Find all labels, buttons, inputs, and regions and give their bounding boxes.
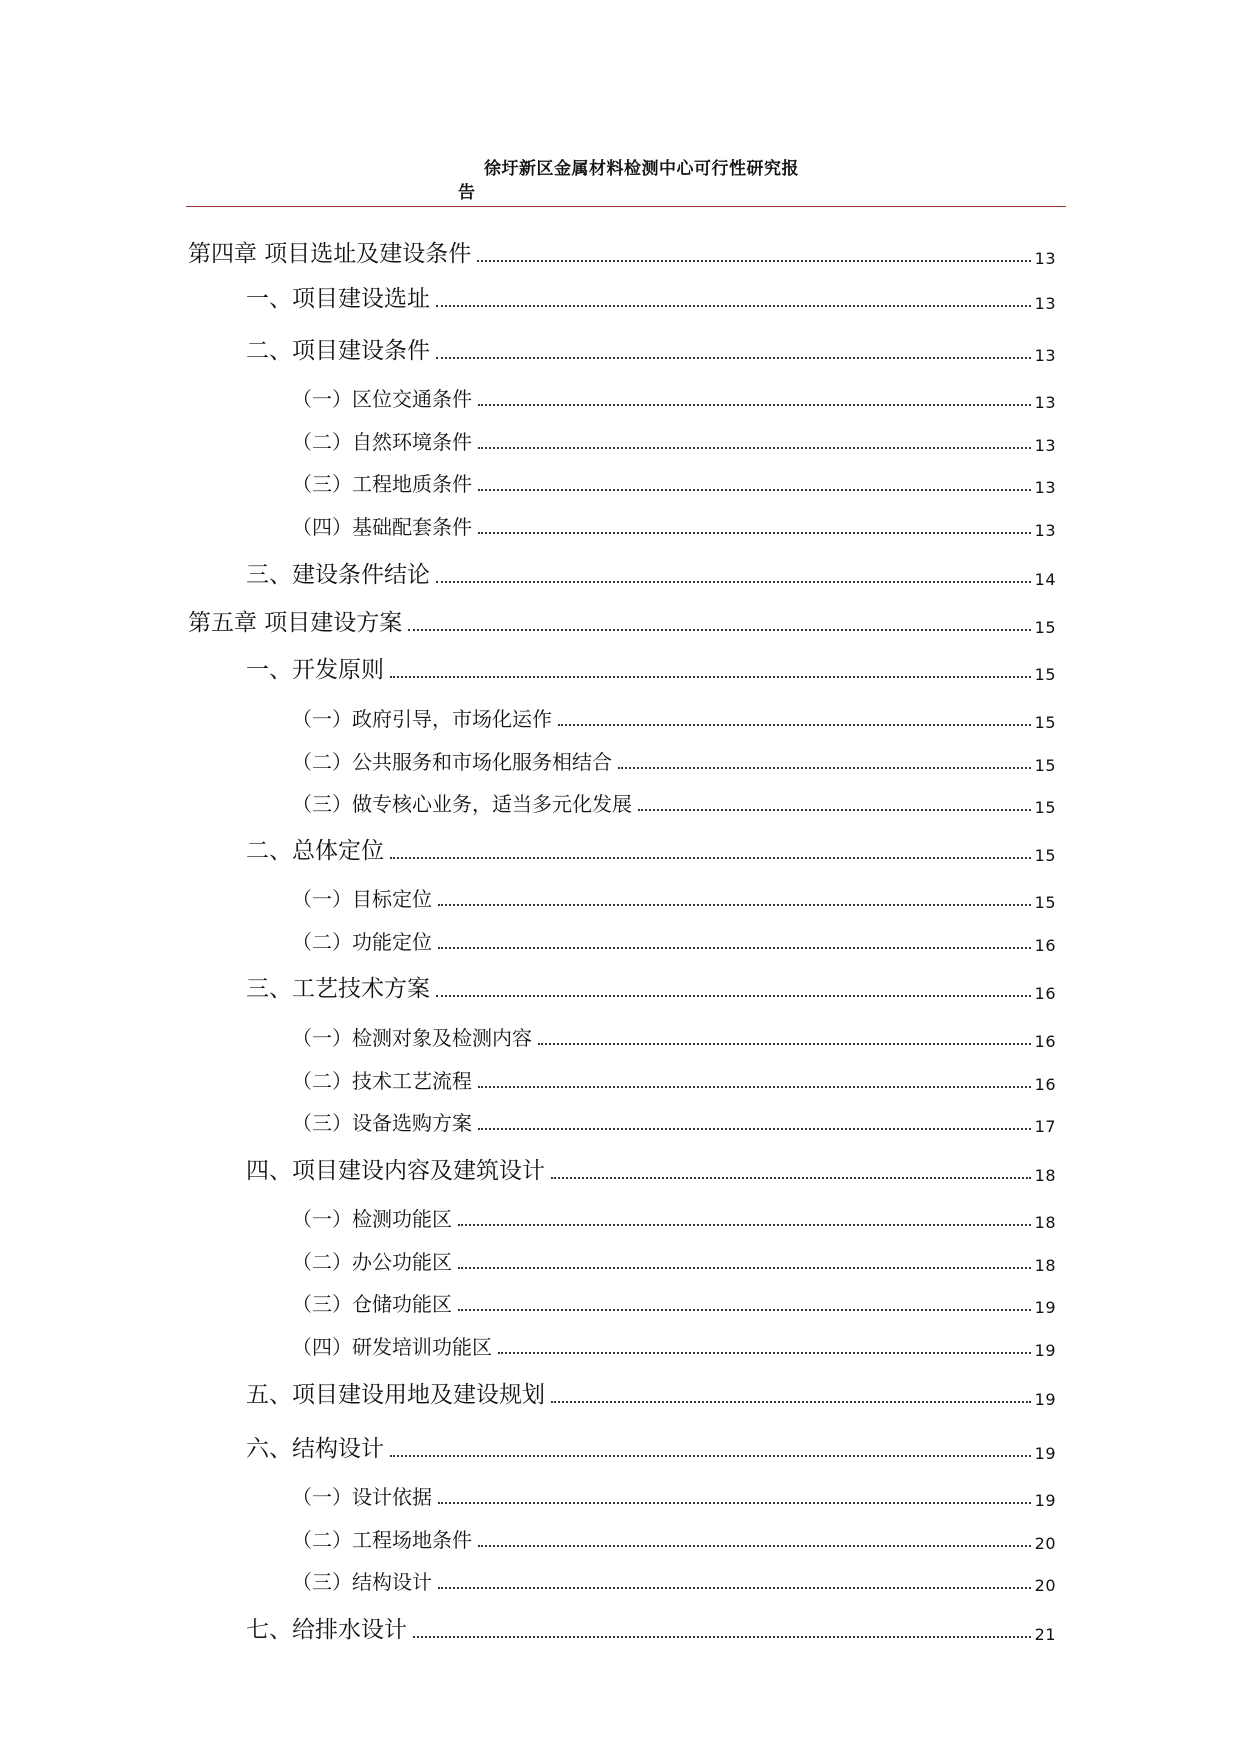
toc-dot-leader <box>436 995 1031 997</box>
toc-dot-leader <box>438 947 1031 949</box>
toc-entry-label: 七、给排水设计 <box>246 1617 407 1643</box>
toc-entry-label: （一）政府引导，市场化运作 <box>292 707 552 731</box>
toc-page-number: 20 <box>1034 1576 1056 1595</box>
toc-dot-leader <box>408 629 1030 631</box>
toc-dot-leader <box>478 404 1031 406</box>
toc-dot-leader <box>436 581 1031 583</box>
toc-dot-leader <box>551 1177 1031 1179</box>
toc-entry-label: （三）仓储功能区 <box>292 1292 452 1316</box>
toc-page-number: 13 <box>1034 346 1056 365</box>
toc-entry-label: 三、建设条件结论 <box>246 562 430 588</box>
toc-dot-leader <box>558 724 1031 726</box>
toc-dot-leader <box>458 1267 1031 1269</box>
toc-entry[interactable] <box>246 335 1056 365</box>
toc-dot-leader <box>438 904 1031 906</box>
toc-entry[interactable] <box>292 1334 1056 1360</box>
toc-entry-label: （三）设备选购方案 <box>292 1111 472 1135</box>
toc-entry[interactable] <box>292 929 1056 955</box>
toc-dot-leader <box>478 1128 1031 1130</box>
toc-page-number: 13 <box>1034 249 1056 268</box>
toc-page-number: 19 <box>1034 1390 1056 1409</box>
toc-page-number: 16 <box>1034 1075 1056 1094</box>
toc-page-number: 16 <box>1034 1032 1056 1051</box>
toc-dot-leader <box>618 767 1031 769</box>
toc-entry-label: 二、总体定位 <box>246 838 384 864</box>
toc-entry-label: 四、项目建设内容及建筑设计 <box>246 1158 545 1184</box>
toc-dot-leader <box>498 1352 1031 1354</box>
toc-entry[interactable] <box>246 1379 1056 1409</box>
toc-entry-label: （二）技术工艺流程 <box>292 1069 472 1093</box>
toc-entry[interactable] <box>292 1291 1056 1317</box>
toc-entry[interactable] <box>292 1249 1056 1275</box>
toc-page-number: 15 <box>1034 618 1056 637</box>
toc-page-number: 15 <box>1034 893 1056 912</box>
toc-dot-leader <box>438 1587 1031 1589</box>
toc-entry-label: （三）结构设计 <box>292 1570 432 1594</box>
toc-entry[interactable] <box>292 749 1056 775</box>
toc-page-number: 20 <box>1034 1534 1056 1553</box>
toc-dot-leader <box>478 489 1031 491</box>
toc-page-number: 13 <box>1034 393 1056 412</box>
toc-dot-leader <box>478 532 1031 534</box>
toc-dot-leader <box>478 1086 1031 1088</box>
toc-entry[interactable] <box>246 1614 1056 1644</box>
toc-dot-leader <box>436 305 1031 307</box>
toc-page-number: 13 <box>1034 294 1056 313</box>
toc-entry[interactable] <box>246 283 1056 313</box>
toc-dot-leader <box>390 676 1031 678</box>
toc-dot-leader <box>551 1401 1031 1403</box>
toc-page-number: 19 <box>1034 1298 1056 1317</box>
toc-entry-label: 二、项目建设条件 <box>246 338 430 364</box>
toc-entry[interactable] <box>292 514 1056 540</box>
toc-entry[interactable] <box>246 1433 1056 1463</box>
toc-entry[interactable] <box>246 835 1056 865</box>
toc-dot-leader <box>436 357 1031 359</box>
toc-dot-leader <box>390 857 1031 859</box>
toc-entry[interactable] <box>246 1155 1056 1185</box>
toc-entry[interactable] <box>246 973 1056 1003</box>
toc-entry[interactable] <box>292 1569 1056 1595</box>
toc-entry[interactable] <box>292 386 1056 412</box>
toc-entry-label: （二）工程场地条件 <box>292 1528 472 1552</box>
toc-page-number: 18 <box>1034 1256 1056 1275</box>
toc-entry[interactable] <box>292 1206 1056 1232</box>
toc-entry-label: （三）做专核心业务，适当多元化发展 <box>292 792 632 816</box>
toc-entry[interactable] <box>246 559 1056 589</box>
toc-entry-label: 三、工艺技术方案 <box>246 976 430 1002</box>
toc-page-number: 19 <box>1034 1444 1056 1463</box>
toc-dot-leader <box>458 1309 1031 1311</box>
toc-entry-label: （二）自然环境条件 <box>292 430 472 454</box>
toc-entry[interactable] <box>188 607 1056 637</box>
toc-entry[interactable] <box>292 471 1056 497</box>
toc-entry-label: （一）设计依据 <box>292 1485 432 1509</box>
toc-page-number: 18 <box>1034 1166 1056 1185</box>
toc-entry-label: （二）办公功能区 <box>292 1250 452 1274</box>
toc-entry[interactable] <box>292 706 1056 732</box>
document-title: 徐圩新区金属材料检测中心可行性研究报 <box>484 159 799 179</box>
toc-entry-label: （一）检测对象及检测内容 <box>292 1026 532 1050</box>
toc-entry-label: 第四章 项目选址及建设条件 <box>188 241 472 267</box>
toc-entry-label: （四）研发培训功能区 <box>292 1335 492 1359</box>
toc-entry-label: （二）功能定位 <box>292 930 432 954</box>
toc-page-number: 15 <box>1034 846 1056 865</box>
toc-page-number: 15 <box>1034 798 1056 817</box>
toc-entry-label: 五、项目建设用地及建设规划 <box>246 1382 545 1408</box>
toc-entry-label: （四）基础配套条件 <box>292 515 472 539</box>
toc-entry-label: 一、开发原则 <box>246 657 384 683</box>
toc-dot-leader <box>638 809 1031 811</box>
toc-page-number: 13 <box>1034 478 1056 497</box>
toc-page-number: 13 <box>1034 521 1056 540</box>
toc-page-number: 14 <box>1034 570 1056 589</box>
toc-page-number: 19 <box>1034 1341 1056 1360</box>
toc-page-number: 17 <box>1034 1117 1056 1136</box>
toc-page-number: 16 <box>1034 984 1056 1003</box>
toc-entry[interactable] <box>292 791 1056 817</box>
toc-dot-leader <box>413 1636 1031 1638</box>
toc-entry[interactable] <box>246 654 1056 684</box>
toc-page-number: 13 <box>1034 436 1056 455</box>
toc-page-number: 15 <box>1034 665 1056 684</box>
toc-dot-leader <box>438 1502 1031 1504</box>
toc-entry[interactable] <box>292 1527 1056 1553</box>
toc-entry[interactable] <box>292 1068 1056 1094</box>
toc-entry[interactable] <box>292 886 1056 912</box>
toc-entry-label: （一）目标定位 <box>292 887 432 911</box>
toc-entry[interactable] <box>292 429 1056 455</box>
toc-entry-label: （三）工程地质条件 <box>292 472 472 496</box>
toc-entry[interactable] <box>292 1484 1056 1510</box>
toc-entry[interactable] <box>188 238 1056 268</box>
toc-dot-leader <box>478 1545 1031 1547</box>
toc-dot-leader <box>458 1224 1031 1226</box>
toc-page-number: 21 <box>1034 1625 1056 1644</box>
toc-page-number: 16 <box>1034 936 1056 955</box>
toc-entry-label: 第五章 项目建设方案 <box>188 610 403 636</box>
toc-entry-label: 六、结构设计 <box>246 1436 384 1462</box>
toc-dot-leader <box>538 1043 1031 1045</box>
toc-entry-label: （一）区位交通条件 <box>292 387 472 411</box>
toc-entry[interactable] <box>292 1110 1056 1136</box>
toc-dot-leader <box>390 1455 1031 1457</box>
toc-dot-leader <box>478 447 1031 449</box>
toc-entry-label: （二）公共服务和市场化服务相结合 <box>292 750 612 774</box>
toc-dot-leader <box>477 260 1030 262</box>
toc-entry[interactable] <box>292 1025 1056 1051</box>
toc-page-number: 18 <box>1034 1213 1056 1232</box>
toc-entry-label: （一）检测功能区 <box>292 1207 452 1231</box>
toc-page-number: 15 <box>1034 713 1056 732</box>
toc-page-number: 19 <box>1034 1491 1056 1510</box>
toc-page-number: 15 <box>1034 756 1056 775</box>
toc-entry-label: 一、项目建设选址 <box>246 286 430 312</box>
document-title-continued: 告 <box>458 183 475 203</box>
